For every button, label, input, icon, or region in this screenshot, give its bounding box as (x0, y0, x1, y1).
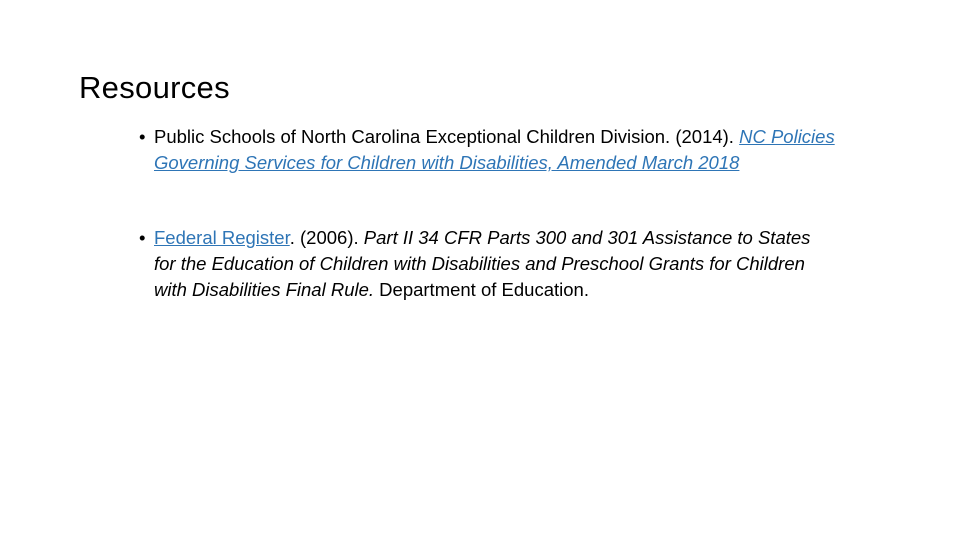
resource-item-federal-register (135, 225, 835, 303)
slide-title: Resources (79, 70, 230, 105)
resource-list (135, 124, 835, 352)
bullet-marker: • (139, 126, 146, 147)
nc-policies-link[interactable]: NC Policies Governing Services for Children with Disabilities, Amended March 2018 (154, 126, 835, 173)
citation-publisher-text: Department of Education. (374, 279, 589, 300)
citation-title-text: Part II 34 CFR Parts 300 and 301 Assistance to States for the Education of Children with Disabilities and Preschool Grants for Children with Disabilities Final Rule. (154, 227, 811, 300)
citation-year-text: . (2006). (289, 227, 364, 248)
citation-lead-text: Public Schools of North Carolina Exceptional Children Division. (2014). (154, 126, 740, 147)
resource-item-nc-policies (135, 124, 835, 176)
bullet-marker: • (139, 227, 146, 248)
federal-register-link[interactable]: Federal Register (154, 227, 290, 248)
